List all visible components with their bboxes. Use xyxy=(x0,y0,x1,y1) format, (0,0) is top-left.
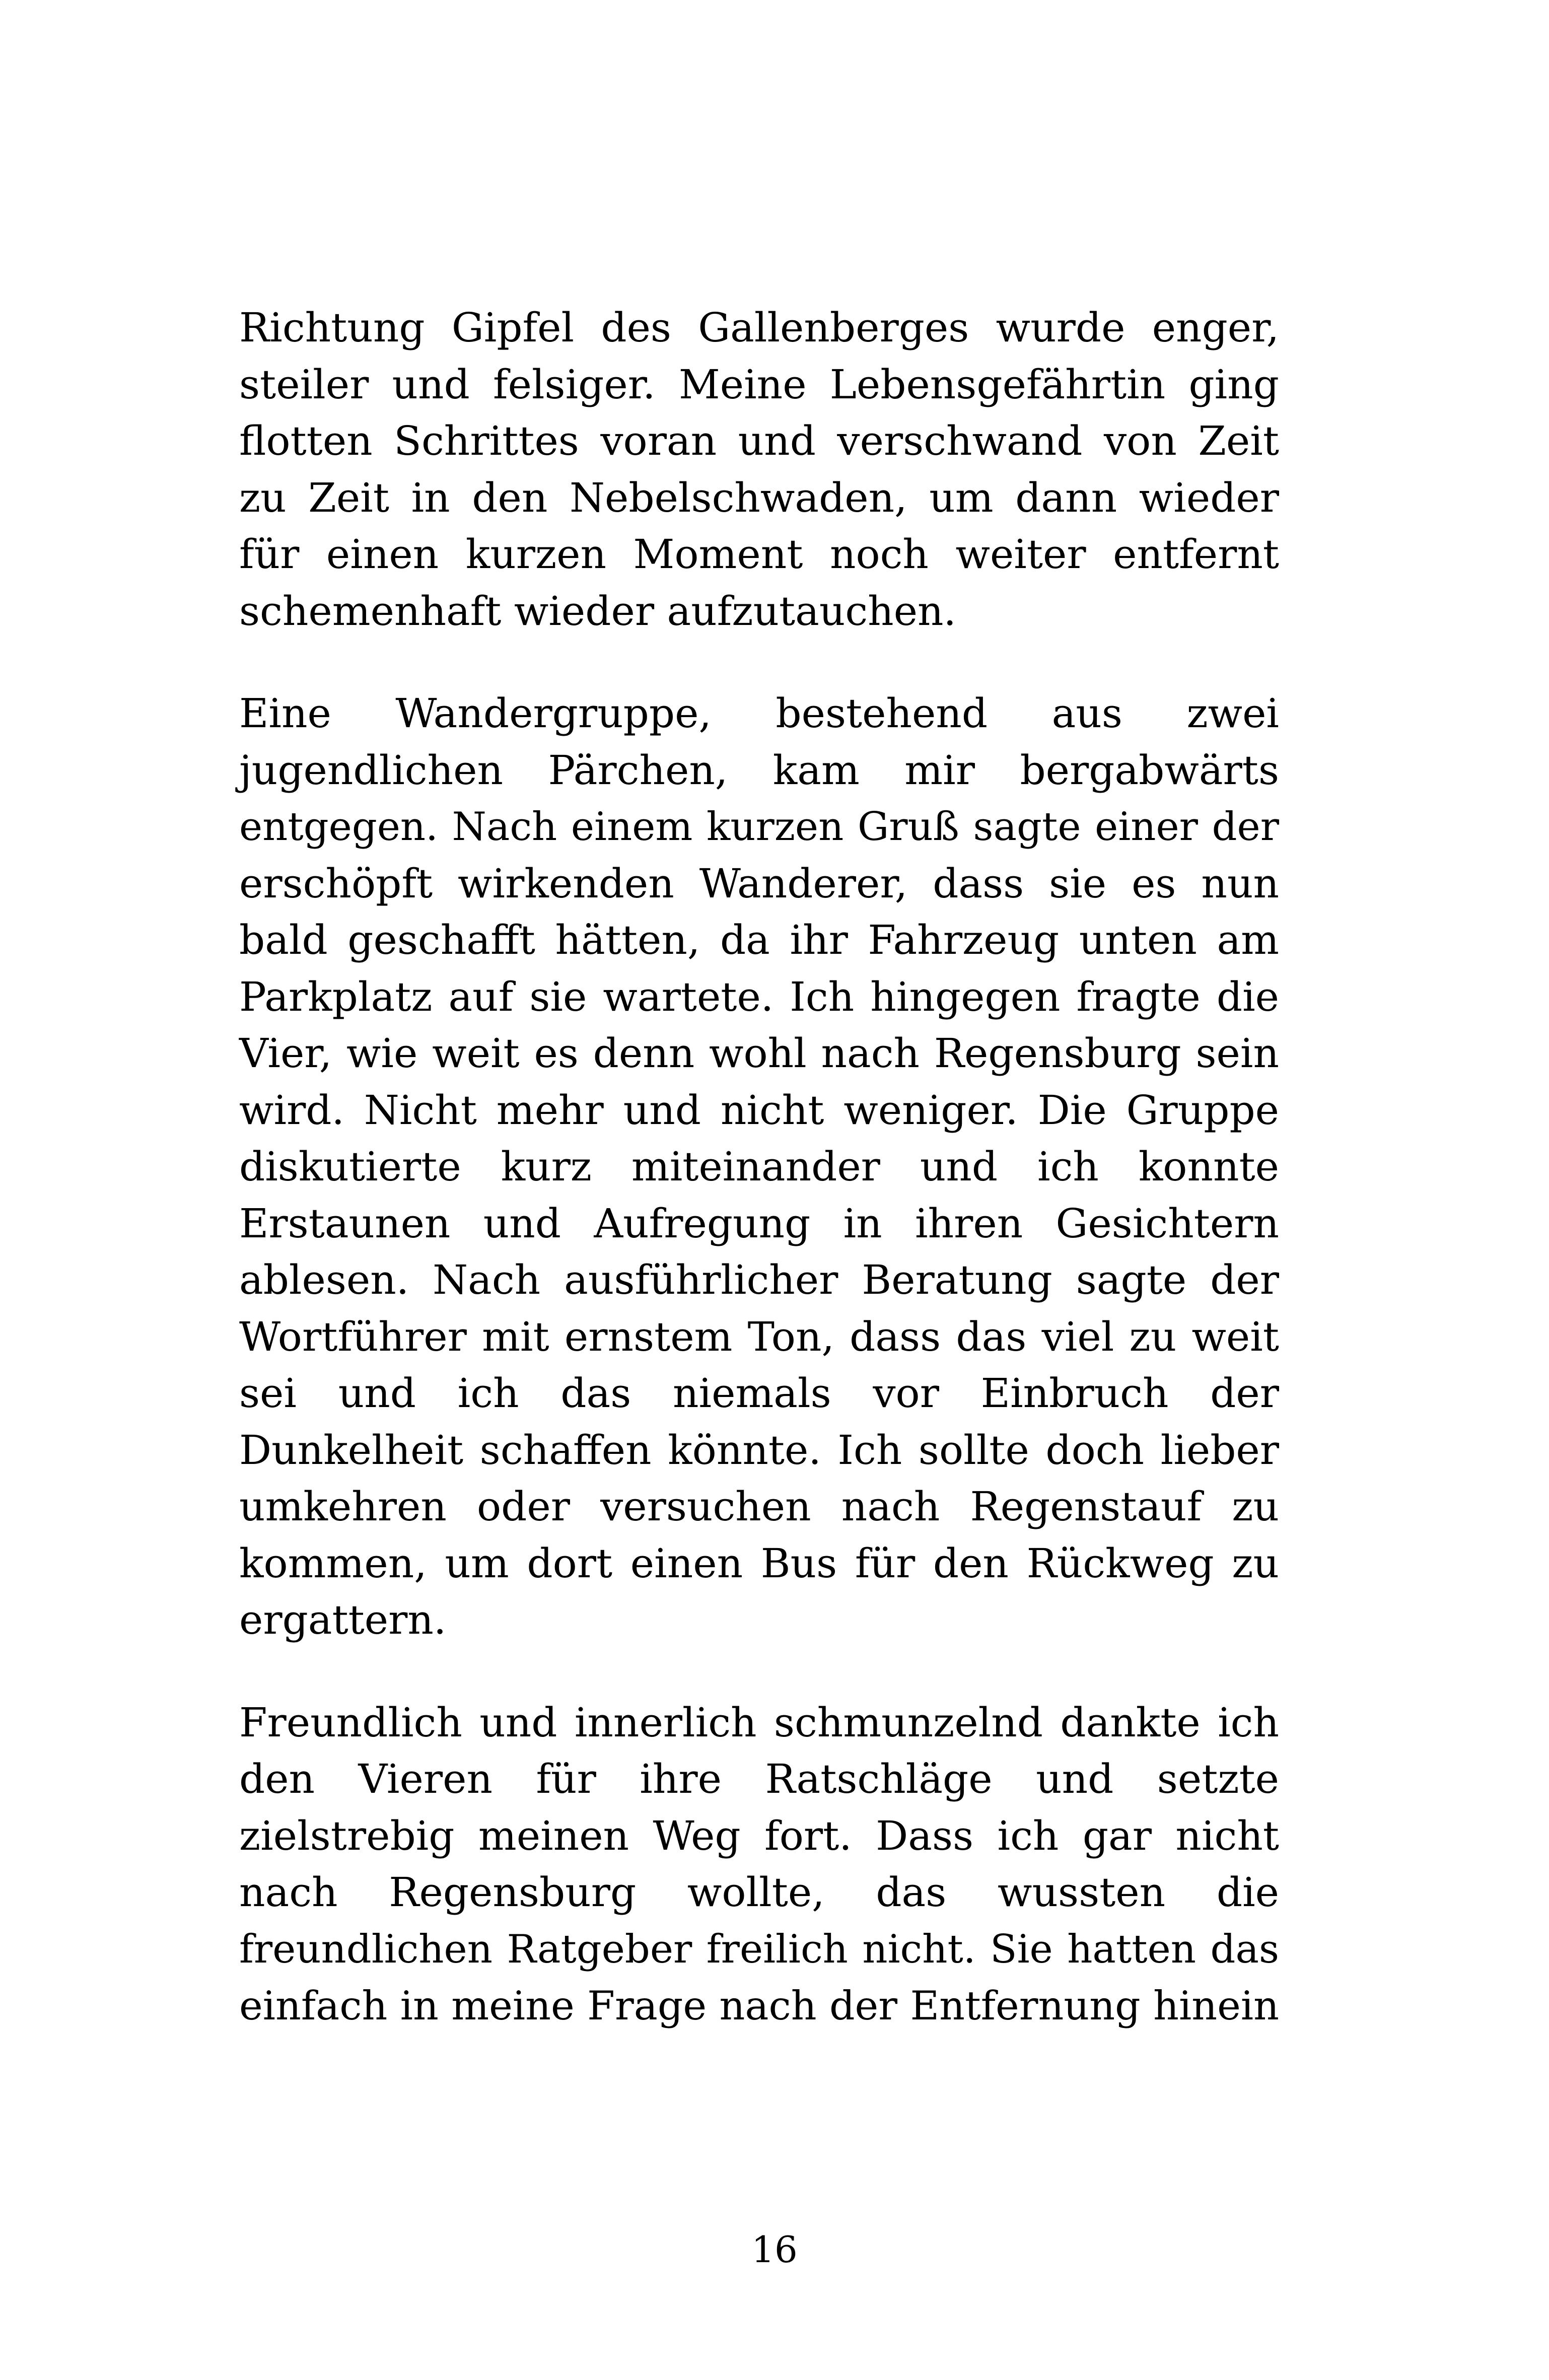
text-line: umkehren oder versuchen nach Regenstauf zu xyxy=(239,1483,1279,1530)
text-line: zielstrebig meinen Weg fort. Dass ich gar nicht xyxy=(239,1812,1279,1859)
text-line: Wortführer mit ernstem Ton, dass das viel zu weit xyxy=(239,1313,1279,1360)
text-line: den Vieren für ihre Ratschläge und setzte xyxy=(239,1756,1279,1802)
text-line: flotten Schrittes voran und verschwand von Zeit xyxy=(239,417,1279,464)
text-line: Richtung Gipfel des Gallenberges wurde enger, xyxy=(239,304,1279,351)
body-text xyxy=(239,300,1279,2035)
text-line: Parkplatz auf sie wartete. Ich hingegen fragte die xyxy=(239,973,1279,1020)
paragraph-1 xyxy=(239,300,1279,640)
text-line: steiler und felsiger. Meine Lebensgefährtin ging xyxy=(239,361,1279,408)
text-line: ablesen. Nach ausführlicher Beratung sagte der xyxy=(239,1256,1279,1303)
text-line: für einen kurzen Moment noch weiter entfernt xyxy=(239,531,1279,578)
text-line: freundlichen Ratgeber freilich nicht. Sie hatten das xyxy=(239,1926,1279,1972)
text-line: diskutierte kurz miteinander und ich konnte xyxy=(239,1143,1279,1190)
text-line: bald geschafft hätten, da ihr Fahrzeug unten am xyxy=(239,917,1279,963)
text-line: wird. Nicht mehr und nicht weniger. Die Gruppe xyxy=(239,1086,1279,1134)
text-line: ergattern. xyxy=(239,1596,447,1643)
text-line: Dunkelheit schaffen könnte. Ich sollte doch lieber xyxy=(239,1426,1279,1474)
text-line: sei und ich das niemals vor Einbruch der xyxy=(239,1370,1279,1417)
text-line: jugendlichen Pärchen, kam mir bergabwärts xyxy=(239,746,1279,794)
text-line: einfach in meine Frage nach der Entfernung hinein xyxy=(239,1983,1279,2029)
page-number: 16 xyxy=(751,2228,798,2271)
text-line: Freundlich und innerlich schmunzelnd dankte ich xyxy=(239,1699,1279,1746)
paragraph-3 xyxy=(239,1695,1279,2035)
text-line: erschöpft wirkenden Wanderer, dass sie es nun xyxy=(239,860,1279,907)
text-line: Vier, wie weit es denn wohl nach Regensburg sein xyxy=(239,1030,1279,1077)
text-line: kommen, um dort einen Bus für den Rückweg zu xyxy=(239,1539,1279,1587)
text-line: Erstaunen und Aufregung in ihren Gesichtern xyxy=(239,1200,1279,1247)
text-line: nach Regensburg wollte, das wussten die xyxy=(239,1869,1279,1916)
text-line: Eine Wandergruppe, bestehend aus zwei xyxy=(239,690,1279,737)
text-line: zu Zeit in den Nebelschwaden, um dann wieder xyxy=(239,474,1279,521)
text-line: schemenhaft wieder aufzutauchen. xyxy=(239,587,956,635)
text-line: entgegen. Nach einem kurzen Gruß sagte einer der xyxy=(239,804,1279,850)
paragraph-2 xyxy=(239,685,1279,1649)
